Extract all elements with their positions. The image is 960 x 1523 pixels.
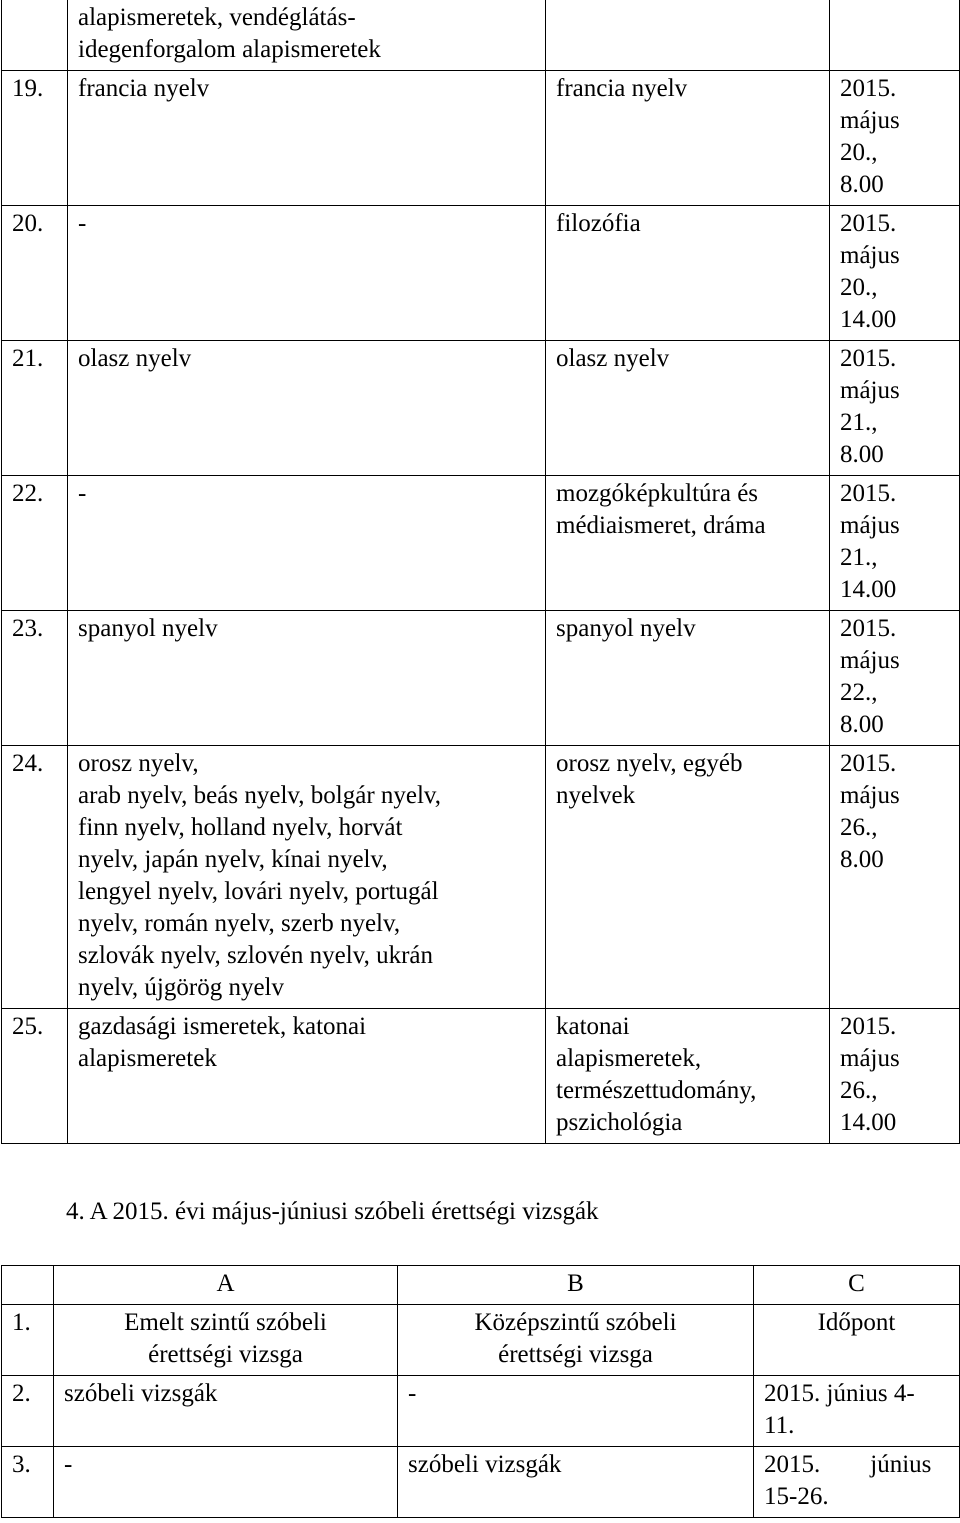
row-number: 19.: [2, 71, 68, 206]
date-cell: 2015. május 20., 14.00: [830, 206, 960, 341]
intermediate-exam-cell: -: [398, 1376, 754, 1447]
table-row: [2, 746, 960, 1009]
advanced-exam-cell: Emelt szintű szóbeli érettségi vizsga: [54, 1305, 398, 1376]
advanced-subject-cell: -: [68, 476, 546, 611]
table-row: [2, 1447, 960, 1518]
advanced-subject-cell: -: [68, 206, 546, 341]
intermediate-subject-cell: spanyol nyelv: [546, 611, 830, 746]
column-header-b: B: [398, 1266, 754, 1305]
advanced-subject-cell: alapismeretek, vendéglátás- idegenforgalom alapismeretek: [68, 0, 546, 71]
corner-cell: [2, 1266, 54, 1305]
intermediate-exam-cell: Középszintű szóbeli érettségi vizsga: [398, 1305, 754, 1376]
date-cell: 2015. május 21., 14.00: [830, 476, 960, 611]
row-number: 25.: [2, 1009, 68, 1144]
date-cell: 2015. június 4- 11.: [754, 1376, 960, 1447]
table-row: [2, 476, 960, 611]
date-cell: 2015. június 15-26.: [754, 1447, 960, 1518]
table-row: [2, 0, 960, 71]
intermediate-subject-cell: olasz nyelv: [546, 341, 830, 476]
row-number: 3.: [2, 1447, 54, 1518]
intermediate-subject-cell: [546, 0, 830, 71]
table-row: [2, 1376, 960, 1447]
date-cell: 2015. május 22., 8.00: [830, 611, 960, 746]
row-number: [2, 0, 68, 71]
table-row: [2, 1009, 960, 1144]
date-cell: 2015. május 21., 8.00: [830, 341, 960, 476]
date-cell: 2015. május 26., 14.00: [830, 1009, 960, 1144]
exam-schedule-table: [1, 0, 960, 1144]
intermediate-subject-cell: katonai alapismeretek, természettudomány, pszichológia: [546, 1009, 830, 1144]
advanced-subject-cell: francia nyelv: [68, 71, 546, 206]
table-header-row: [2, 1266, 960, 1305]
intermediate-subject-cell: filozófia: [546, 206, 830, 341]
advanced-subject-cell: gazdasági ismeretek, katonai alapismeretek: [68, 1009, 546, 1144]
row-number: 1.: [2, 1305, 54, 1376]
intermediate-subject-cell: orosz nyelv, egyéb nyelvek: [546, 746, 830, 1009]
section-heading: 4. A 2015. évi május-júniusi szóbeli érettségi vizsgák: [66, 1198, 599, 1225]
intermediate-subject-cell: francia nyelv: [546, 71, 830, 206]
date-cell: [830, 0, 960, 71]
date-cell: 2015. május 20., 8.00: [830, 71, 960, 206]
advanced-subject-cell: spanyol nyelv: [68, 611, 546, 746]
advanced-exam-cell: szóbeli vizsgák: [54, 1376, 398, 1447]
intermediate-subject-cell: mozgóképkultúra és médiaismeret, dráma: [546, 476, 830, 611]
advanced-exam-cell: -: [54, 1447, 398, 1518]
advanced-subject-cell: orosz nyelv, arab nyelv, beás nyelv, bolgár nyelv, finn nyelv, holland nyelv, horvát nyelv, japán nyelv, kínai nyelv, lengyel nyelv, lovári nyelv, portugál nyelv, román nyelv, szerb nyelv, szlovák nyelv, szlovén nyelv, ukrán nyelv, újgörög nyelv: [68, 746, 546, 1009]
table-row: [2, 611, 960, 746]
table-row: [2, 341, 960, 476]
row-number: 21.: [2, 341, 68, 476]
table-row: [2, 1305, 960, 1376]
row-number: 23.: [2, 611, 68, 746]
table-row: [2, 206, 960, 341]
table-row: [2, 71, 960, 206]
row-number: 20.: [2, 206, 68, 341]
advanced-subject-cell: olasz nyelv: [68, 341, 546, 476]
column-header-c: C: [754, 1266, 960, 1305]
date-cell: 2015. május 26., 8.00: [830, 746, 960, 1009]
row-number: 24.: [2, 746, 68, 1009]
oral-exam-table: [1, 1265, 960, 1518]
column-header-a: A: [54, 1266, 398, 1305]
row-number: 22.: [2, 476, 68, 611]
row-number: 2.: [2, 1376, 54, 1447]
intermediate-exam-cell: szóbeli vizsgák: [398, 1447, 754, 1518]
date-header-cell: Időpont: [754, 1305, 960, 1376]
